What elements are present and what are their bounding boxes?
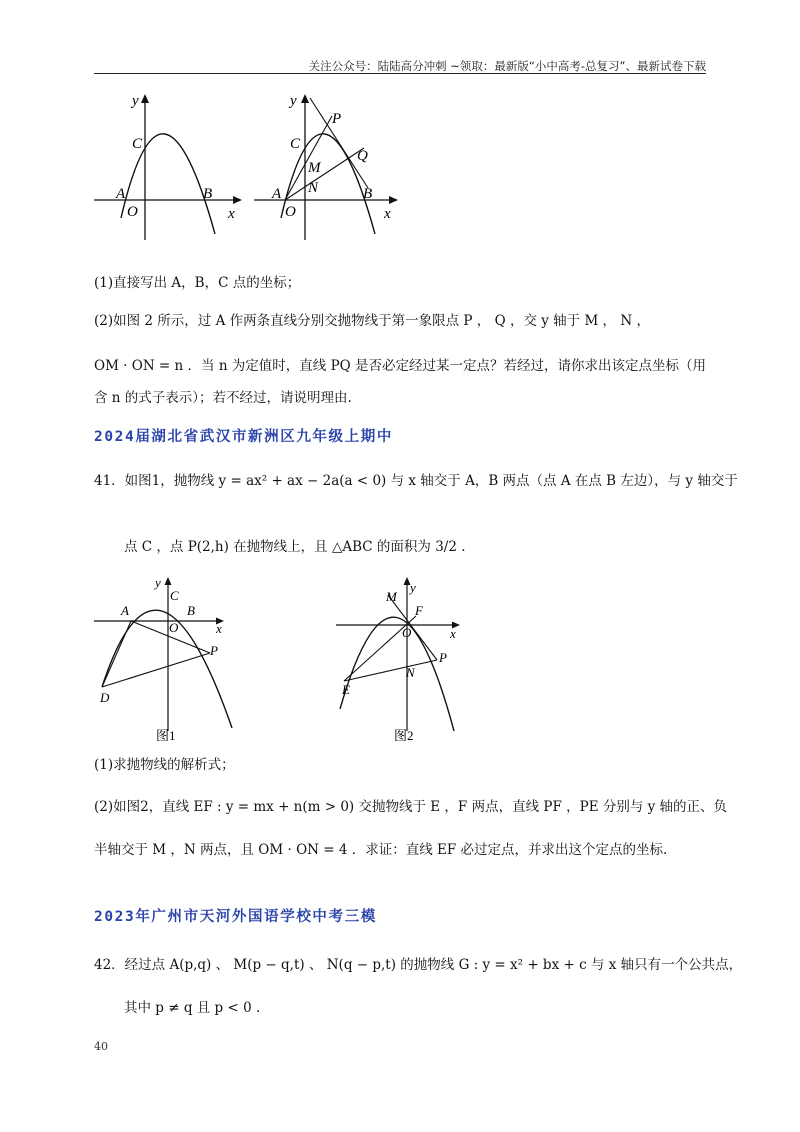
header-rule — [94, 73, 706, 74]
p41-fig1-label-p: P — [210, 643, 218, 658]
fig1-label-y: y — [132, 93, 139, 109]
p40-question-1: (1)直接写出 A，B，C 点的坐标； — [94, 275, 301, 291]
p41-fig2-label-m: M — [386, 589, 397, 604]
p41-fig1-label-c: C — [170, 588, 179, 603]
p41-question-2-line-2: 半轴交于 M ，N 两点，且 OM · ON = 4 ．求证：直线 EF 必过定点，并求出这个定点的坐标. — [94, 842, 668, 858]
p41-fig1-label-x: x — [216, 621, 222, 636]
p41-fig2-label-e: E — [342, 682, 350, 697]
p42-stem-line-1: 42．经过点 A(p,q) 、 M(p − q,t) 、 N(q − p,t) 的抛物线 G : y = x² + bx + c 与 x 轴只有一个公共点， — [94, 957, 743, 973]
p41-fig1-label-o: O — [169, 620, 179, 635]
p40-question-2-line-2: OM · ON = n ．当 n 为定值时，直线 PQ 是否必定经过某一定点？若经过，请你求出该定点坐标（用 — [94, 358, 707, 374]
p41-fig2-label-p: P — [439, 650, 447, 665]
fig2-label-p: P — [332, 111, 342, 127]
fig2-label-x: x — [384, 206, 391, 222]
p41-fig2-caption: 图2 — [394, 728, 414, 743]
p41-fig2-label-n: N — [406, 665, 415, 680]
p40-question-2-line-3: 含 n 的式子表示）；若不经过，请说明理由. — [94, 390, 352, 406]
fig1-label-o: O — [127, 204, 138, 220]
p41-fig1-caption: 图1 — [156, 728, 176, 743]
p42-stem-line-2: 其中 p ≠ q 且 p < 0 . — [124, 1000, 261, 1016]
fig1-label-a: A — [116, 186, 126, 202]
section-heading-2023-guangzhou: 2023年广州市天河外国语学校中考三模 — [94, 909, 377, 925]
p41-fig1-label-a: A — [121, 603, 129, 618]
p41-question-2-line-1: (2)如图2，直线 EF : y = mx + n(m > 0) 交抛物线于 E ，F 两点，直线 PF ，PE 分别与 y 轴的正、负 — [94, 799, 728, 815]
page-header: 关注公众号：陆陆高分冲刺 ~领取：最新版“小中高考-总复习”、最新试卷下载 — [308, 59, 706, 73]
problem41-figure-1 — [92, 573, 242, 745]
p41-fig2-label-o: O — [402, 625, 412, 640]
fig2-label-a: A — [272, 186, 282, 202]
fig2-label-y: y — [290, 93, 297, 109]
p41-stem-line-2: 点 C ，点 P(2,h) 在抛物线上，且 △ABC 的面积为 3/2 . — [124, 539, 466, 555]
fig2-label-c: C — [290, 136, 301, 152]
p41-fig1-label-y: y — [155, 575, 161, 590]
p41-fig2-label-f: F — [415, 603, 423, 618]
page-number: 40 — [94, 1040, 108, 1053]
p41-fig1-label-b: B — [187, 603, 195, 618]
fig1-label-b: B — [203, 186, 213, 202]
fig2-label-b: B — [363, 186, 373, 202]
section-heading-2024-xinzhou: 2024届湖北省武汉市新洲区九年级上期中 — [94, 429, 393, 445]
fig1-label-x: x — [228, 206, 235, 222]
fig1-label-c: C — [132, 136, 143, 152]
p41-fig1-label-d: D — [100, 690, 110, 705]
p40-question-2-line-1: (2)如图 2 所示，过 A 作两条直线分别交抛物线于第一象限点 P ， Q ，交 y 轴于 M ， N ， — [94, 313, 650, 329]
p41-fig2-label-y: y — [410, 580, 416, 595]
p41-fig2-label-x: x — [450, 626, 456, 641]
problem41-figure-2 — [328, 573, 478, 745]
p41-question-1: (1)求抛物线的解析式； — [94, 757, 235, 773]
fig2-label-m: M — [308, 160, 321, 176]
fig2-label-n: N — [308, 180, 319, 196]
problem40-figure-1 — [90, 88, 250, 248]
p41-stem-line-1: 41．如图1，抛物线 y = ax² + ax − 2a(a < 0) 与 x 轴交于 A，B 两点（点 A 在点 B 左边），与 y 轴交于 — [94, 473, 738, 489]
fig2-label-o: O — [285, 204, 296, 220]
problem40-figure-2 — [250, 88, 410, 248]
fig2-label-q: Q — [357, 148, 368, 164]
